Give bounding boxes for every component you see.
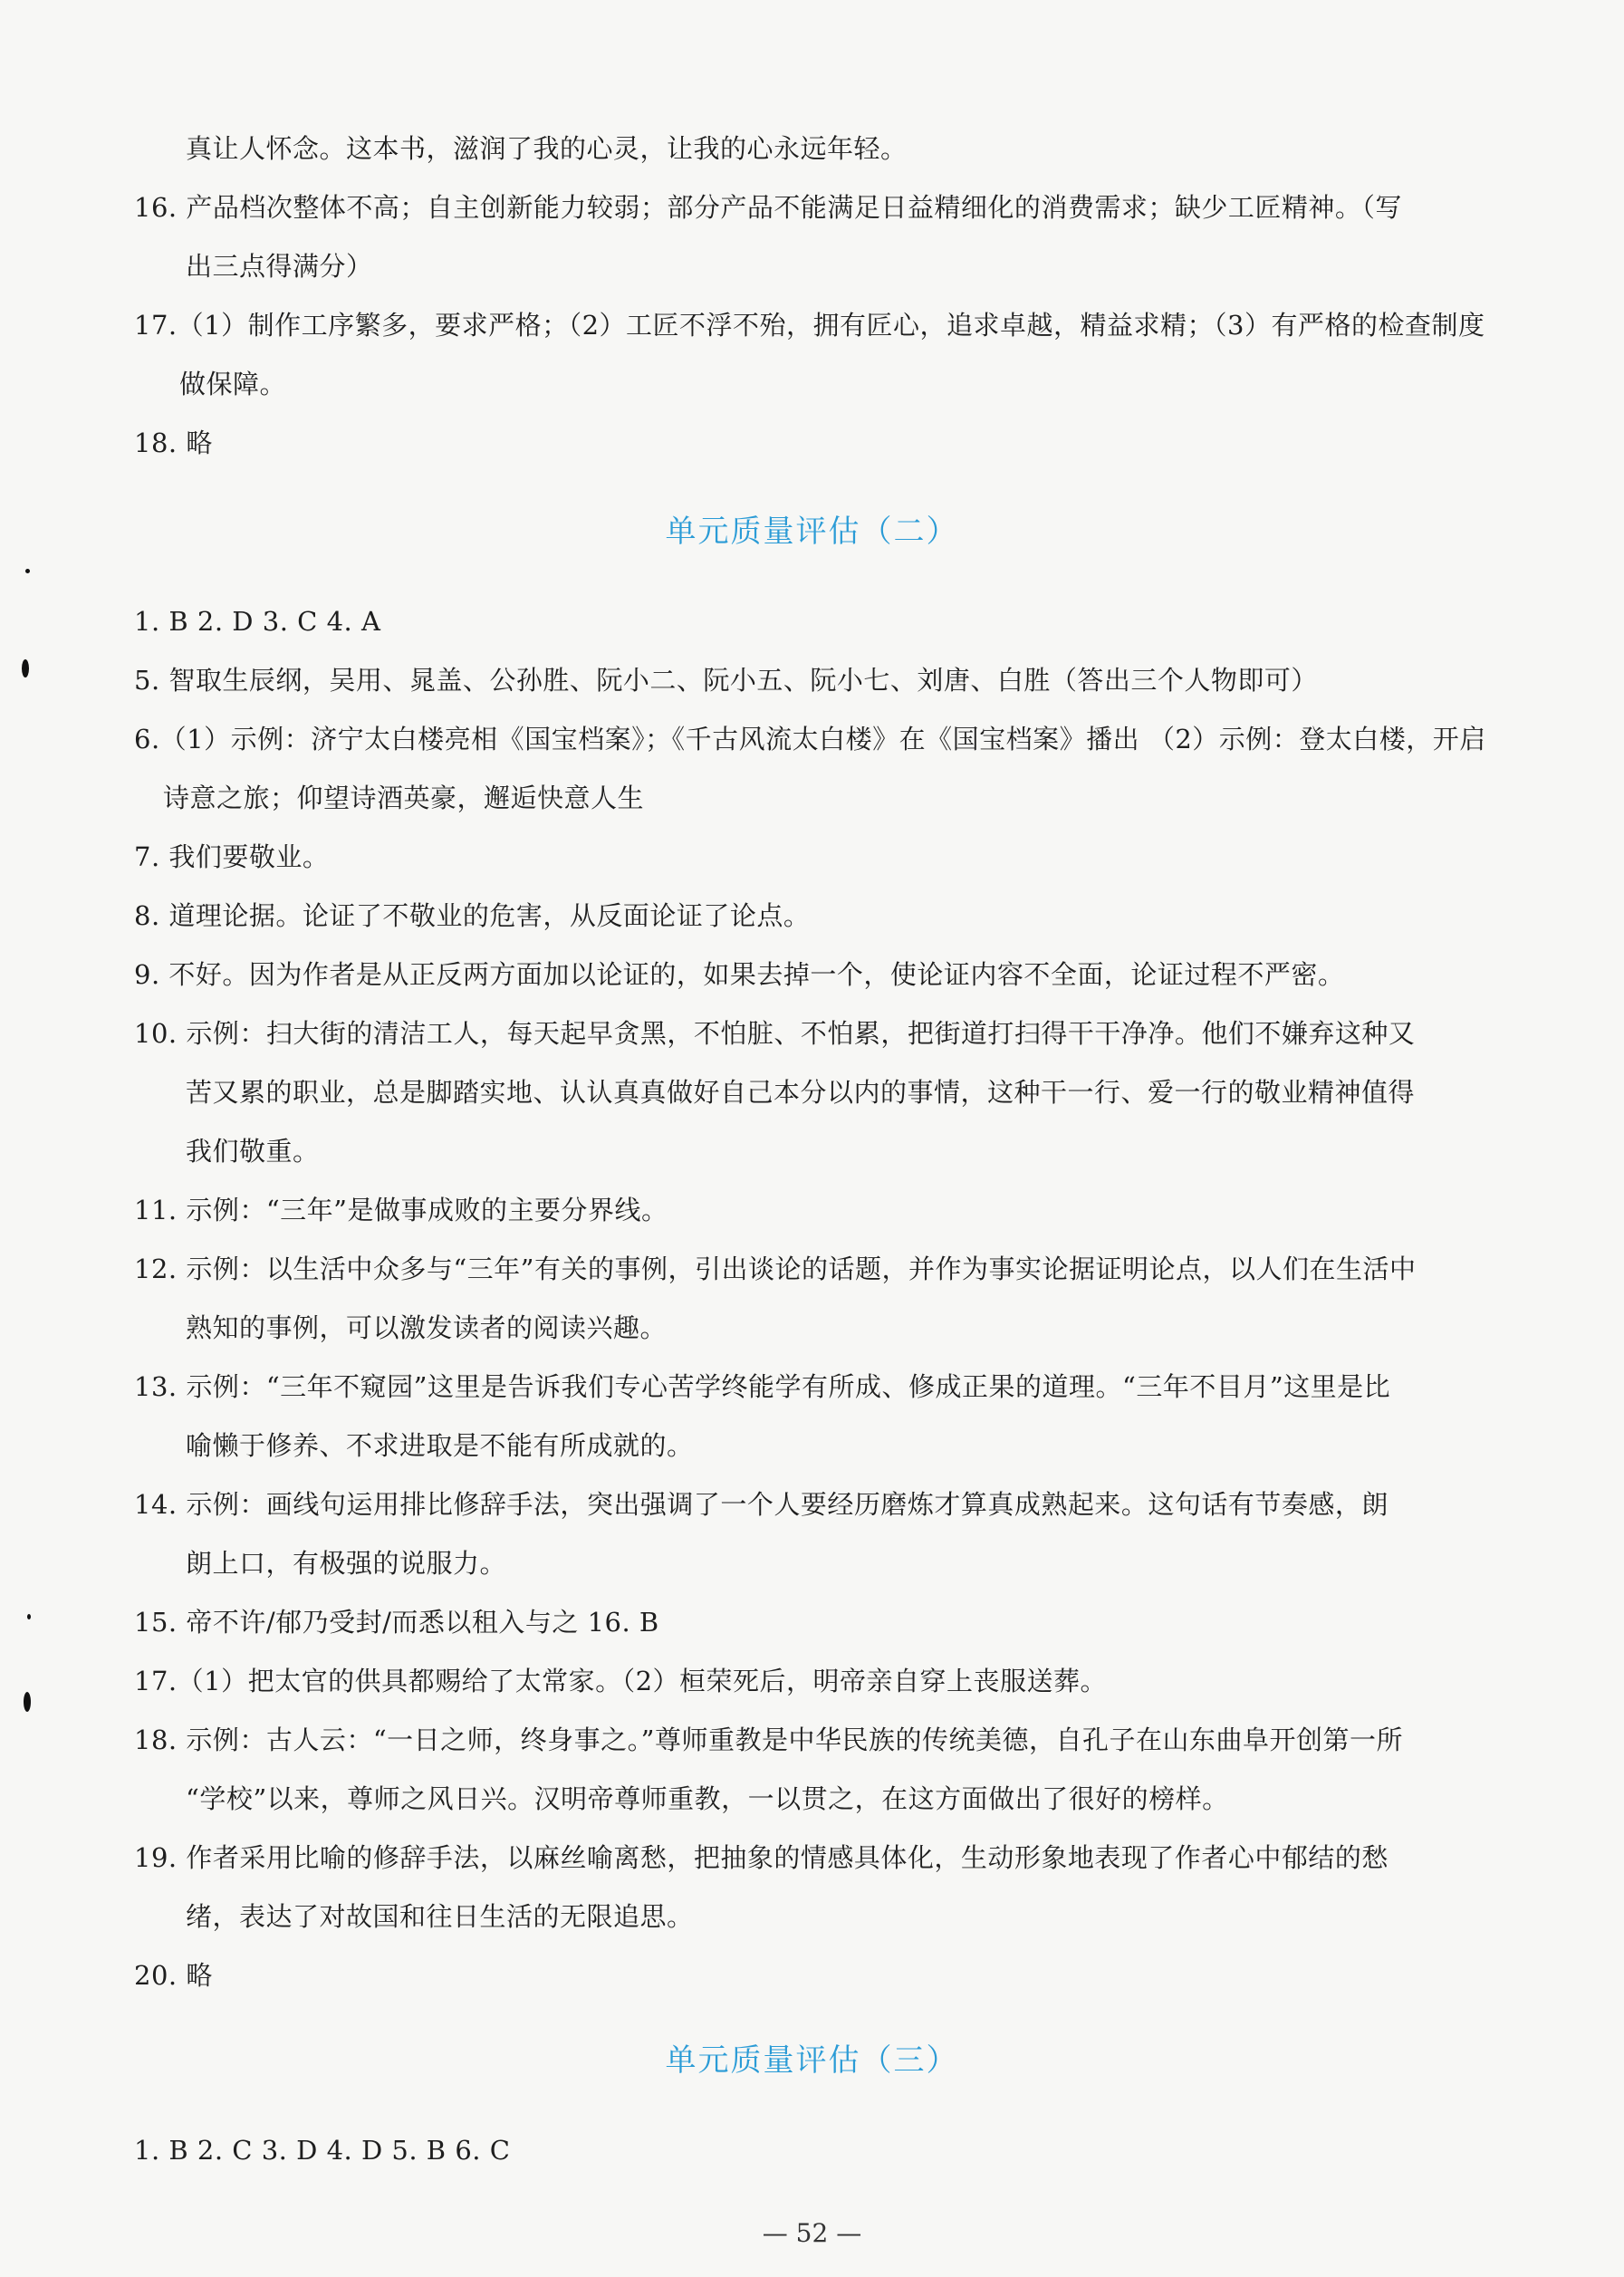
answer-line: 熟知的事例，可以激发读者的阅读兴趣。 (186, 1312, 668, 1343)
answer-line: 18. 示例：古人云：“一日之师，终身事之。”尊师重教是中华民族的传统美德，自孔子在山东曲阜开创第一所 (134, 1725, 1403, 1755)
answer-line: 9. 不好。因为作者是从正反两方面加以论证的，如果去掉一个，使论证内容不全面，论证过程不严密。 (134, 959, 1345, 990)
scan-mark (25, 569, 30, 573)
answer-line: 做保障。 (179, 369, 287, 399)
answer-line: 6.（1）示例：济宁太白楼亮相《国宝档案》；《千古风流太白楼》在《国宝档案》播出 （2）示例：登太白楼，开启 (134, 724, 1486, 754)
answer-line: 12. 示例：以生活中众多与“三年”有关的事例，引出谈论的话题，并作为事实论据证明论点，以人们在生活中 (134, 1254, 1417, 1284)
answer-line: 20. 略 (134, 1960, 213, 1991)
answer-line: 绪，表达了对故国和往日生活的无限追思。 (186, 1901, 694, 1932)
answer-line: 13. 示例：“三年不窥园”这里是告诉我们专心苦学终能学有所成、修成正果的道理。“三年不目月”这里是比 (134, 1371, 1391, 1402)
scan-mark (24, 1692, 31, 1712)
answer-line: 10. 示例：扫大街的清洁工人，每天起早贪黑，不怕脏、不怕累，把街道打扫得干干净净。他们不嫌弃这种又 (134, 1018, 1416, 1049)
answer-line: 19. 作者采用比喻的修辞手法，以麻丝喻离愁，把抽象的情感具体化，生动形象地表现了作者心中郁结的愁 (134, 1842, 1389, 1873)
answer-line: 出三点得满分） (186, 251, 373, 282)
answer-line: 1. B 2. D 3. C 4. A (134, 606, 381, 637)
section-heading: 单元质量评估（二） (665, 514, 959, 550)
answer-line: 11. 示例：“三年”是做事成败的主要分界线。 (134, 1195, 668, 1225)
answer-line: 15. 帝不许/郁乃受封/而悉以租入与之 16. B (134, 1607, 659, 1638)
answer-line: 8. 道理论据。论证了不敬业的危害，从反面论证了论点。 (134, 900, 811, 931)
answer-line: 17.（1）把太官的供具都赐给了太常家。（2）桓荣死后，明帝亲自穿上丧服送葬。 (134, 1666, 1108, 1696)
answer-line: 16. 产品档次整体不高；自主创新能力较弱；部分产品不能满足日益精细化的消费需求；缺少工匠精神。（写 (134, 192, 1402, 223)
answer-line: 17.（1）制作工序繁多，要求严格；（2）工匠不浮不殆，拥有匠心，追求卓越，精益求精；（3）有严格的检查制度 (134, 310, 1485, 341)
answer-line: 18. 略 (134, 428, 213, 458)
answer-line: 真让人怀念。这本书，滋润了我的心灵，让我的心永远年轻。 (186, 133, 908, 164)
page-number: — 52 — (762, 2218, 862, 2248)
answer-line: 5. 智取生辰纲，吴用、晁盖、公孙胜、阮小二、阮小五、阮小七、刘唐、白胜（答出三个人物即可） (134, 665, 1318, 696)
answer-line: 14. 示例：画线句运用排比修辞手法，突出强调了一个人要经历磨炼才算真成熟起来。这句话有节奏感，朗 (134, 1489, 1389, 1520)
answer-line: 诗意之旅；仰望诗酒英豪，邂逅快意人生 (163, 783, 645, 813)
answer-line: “学校”以来，尊师之风日兴。汉明帝尊师重教，一以贯之，在这方面做出了很好的榜样。 (186, 1783, 1229, 1814)
answer-line: 喻懒于修养、不求进取是不能有所成就的。 (186, 1430, 694, 1461)
scan-mark (27, 1614, 31, 1619)
answer-line: 我们敬重。 (186, 1136, 320, 1167)
answer-line: 苦又累的职业，总是脚踏实地、认认真真做好自己本分以内的事情，这种干一行、爱一行的敬业精神值得 (186, 1077, 1416, 1108)
answer-line: 1. B 2. C 3. D 4. D 5. B 6. C (134, 2135, 511, 2166)
answer-line: 朗上口，有极强的说服力。 (186, 1548, 507, 1579)
scan-mark (22, 659, 29, 677)
answer-line: 7. 我们要敬业。 (134, 841, 330, 872)
section-heading: 单元质量评估（三） (665, 2042, 959, 2079)
